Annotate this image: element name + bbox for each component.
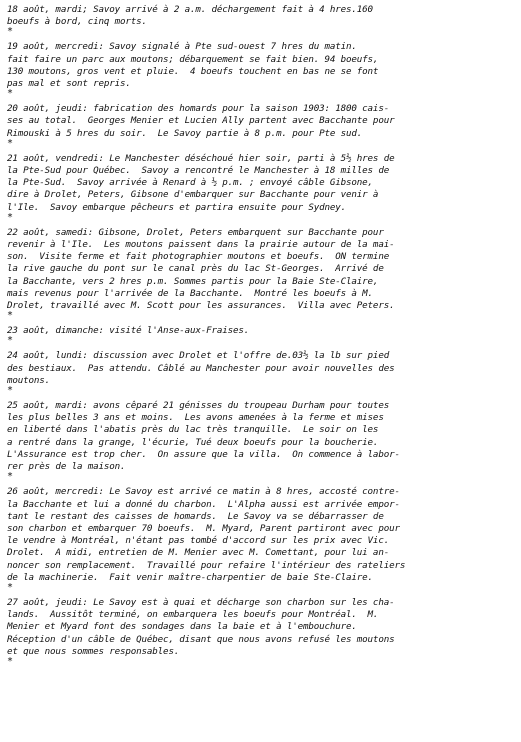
entry-line: a rentré dans la grange, l'écurie, Tué deux boeufs pour la boucherie. — [7, 436, 379, 448]
entry-line: 21 août, vendredi: Le Manchester déséchoué hier soir, parti à 5½ hres de — [7, 152, 395, 164]
diary-entry — [7, 227, 517, 321]
diary-entry — [7, 400, 517, 482]
diary-entry — [7, 103, 517, 149]
entry-separator-asterisk: * — [7, 26, 13, 38]
entry-separator-asterisk: * — [7, 310, 13, 322]
entry-line: 25 août, mardi: avons cêparé 21 génisses du troupeau Durham pour toutes — [7, 400, 390, 412]
entry-line: dire à Drolet, Peters, Gibsone d'embarquer sur Bacchante pour venir à — [7, 189, 379, 201]
entry-line: moutons. — [7, 374, 51, 386]
entry-line: 18 août, mardi; Savoy arrivé à 2 a.m. déchargement fait à 4 hres.160 — [7, 4, 373, 15]
entry-line: et que nous sommes responsables. — [7, 645, 180, 657]
entry-line: en liberté dans l'abatis près du lac très tranquille. Le soir on les — [7, 424, 379, 436]
entry-separator-asterisk: * — [7, 211, 13, 223]
entry-separator-asterisk: * — [7, 655, 13, 667]
diary-entry — [7, 350, 517, 396]
entry-line: Drolet, travaillé avec M. Scott pour les assurances. Villa avec Peters. — [7, 300, 395, 312]
diary-entry — [7, 153, 517, 223]
entry-line: la Pte-Sud pour Québec. Savoy a rencontré le Manchester à 18 milles de — [7, 165, 390, 177]
entry-separator-asterisk: * — [7, 88, 13, 100]
entry-line: mais revenus pour l'arrivée de la Bacchante. Montré les boeufs à M. — [7, 287, 373, 299]
entry-line: revenir à l'Ile. Les moutons paissent dans la prairie autour de la mai- — [7, 239, 395, 251]
entry-line: lands. Aussitôt terminé, on embarquera les boeufs pour Montréal. M. — [7, 609, 379, 621]
entry-line: de la machinerie. Fait venir maître-charpentier de baie Ste-Claire. — [7, 571, 373, 583]
entry-line: 24 août, lundi: discussion avec Drolet et l'offre de.03½ la lb sur pied — [7, 350, 390, 362]
entry-separator-asterisk: * — [7, 385, 13, 397]
diary-entry — [7, 486, 517, 593]
entry-line: 130 moutons, gros vent et pluie. 4 boeufs touchent en bas ne se font — [7, 65, 379, 77]
entry-line: Rimouski à 5 hres du soir. Le Savoy partie à 8 p.m. pour Pte sud. — [7, 127, 363, 139]
entry-separator-asterisk: * — [7, 335, 13, 347]
entry-line: Drolet. A midi, entretien de M. Menier avec M. Comettant, pour lui an- — [7, 547, 390, 559]
entry-line: Réception d'un câble de Québec, disant que nous avons refusé les moutons — [7, 633, 395, 645]
entry-separator-asterisk: * — [7, 137, 13, 149]
entry-line: 22 août, samedi: Gibsone, Drolet, Peters embarquent sur Bacchante pour — [7, 226, 384, 238]
entry-line: pas mal et sont repris. — [7, 78, 131, 90]
entry-line: les plus belles 3 ans et moins. Les avons amenées à la ferme et mises — [7, 412, 384, 424]
entry-line: 20 août, jeudi: fabrication des homards pour la saison 1903: 1800 cais- — [7, 103, 390, 115]
entry-line: fait faire un parc aux moutons; débarquement se fait bien. 94 boeufs, — [7, 53, 379, 65]
entry-line: noncer son remplacement. Travaillé pour refaire l'intérieur des rateliers — [7, 559, 406, 571]
diary-entry — [7, 41, 517, 99]
diary-entry — [7, 597, 517, 667]
entry-line: boeufs à bord, cinq morts. — [7, 16, 147, 28]
entry-separator-asterisk: * — [7, 471, 13, 483]
entry-line: 27 août, jeudi: Le Savoy est à quai et décharge son charbon sur les cha- — [7, 596, 395, 608]
entry-separator-asterisk: * — [7, 581, 13, 593]
entry-line: la Bacchante et lui a donné du charbon. L'Alpha aussi est arrivée empor- — [7, 498, 400, 510]
entry-line: Menier et Myard font des sondages dans la baie et à l'embouchure. — [7, 621, 357, 633]
entry-line: l'Ile. Savoy embarque pêcheurs et partira ensuite pour Sydney. — [7, 201, 347, 213]
entry-line: 23 août, dimanche: visité l'Anse-aux-Fraises. — [7, 325, 250, 337]
entry-line: son. Visite ferme et fait photographier moutons et boeufs. ON termine — [7, 251, 390, 263]
entry-line: des bestiaux. Pas attendu. Câblé au Manchester pour avoir nouvelles des — [7, 362, 395, 374]
entry-line: L'Assurance est trop cher. On assure que la villa. On commence à labor- — [7, 448, 400, 460]
entry-line: la Bacchante, vers 2 hres p.m. Sommes partis pour la Baie Ste-Claire, — [7, 275, 379, 287]
entry-line: tant le restant des caisses de homards. Le Savoy va se débarrasser de — [7, 510, 384, 522]
entry-line: le vendre à Montréal, n'étant pas tombé d'accord sur les prix avec Vic. — [7, 535, 390, 547]
entry-line: son charbon et embarquer 70 boeufs. M. Myard, Parent partiront avec pour — [7, 522, 400, 534]
entry-line: 19 août, mercredi: Savoy signalé à Pte sud-ouest 7 hres du matin. — [7, 41, 357, 53]
entry-line: rer près de la maison. — [7, 461, 126, 473]
entry-line: ses au total. Georges Menier et Lucien Ally partent avec Bacchante pour — [7, 115, 395, 127]
diary-entry — [7, 4, 517, 37]
entry-line: la Pte-Sud. Savoy arrivée à Renard à ½ p.m. ; envoyé câble Gibsone, — [7, 177, 373, 189]
diary-entry — [7, 325, 517, 346]
entry-line: 26 août, mercredi: Le Savoy est arrivé ce matin à 8 hres, accosté contre- — [7, 486, 400, 498]
entry-line: la rive gauche du pont sur le canal près du lac St-Georges. Arrivé de — [7, 263, 384, 275]
